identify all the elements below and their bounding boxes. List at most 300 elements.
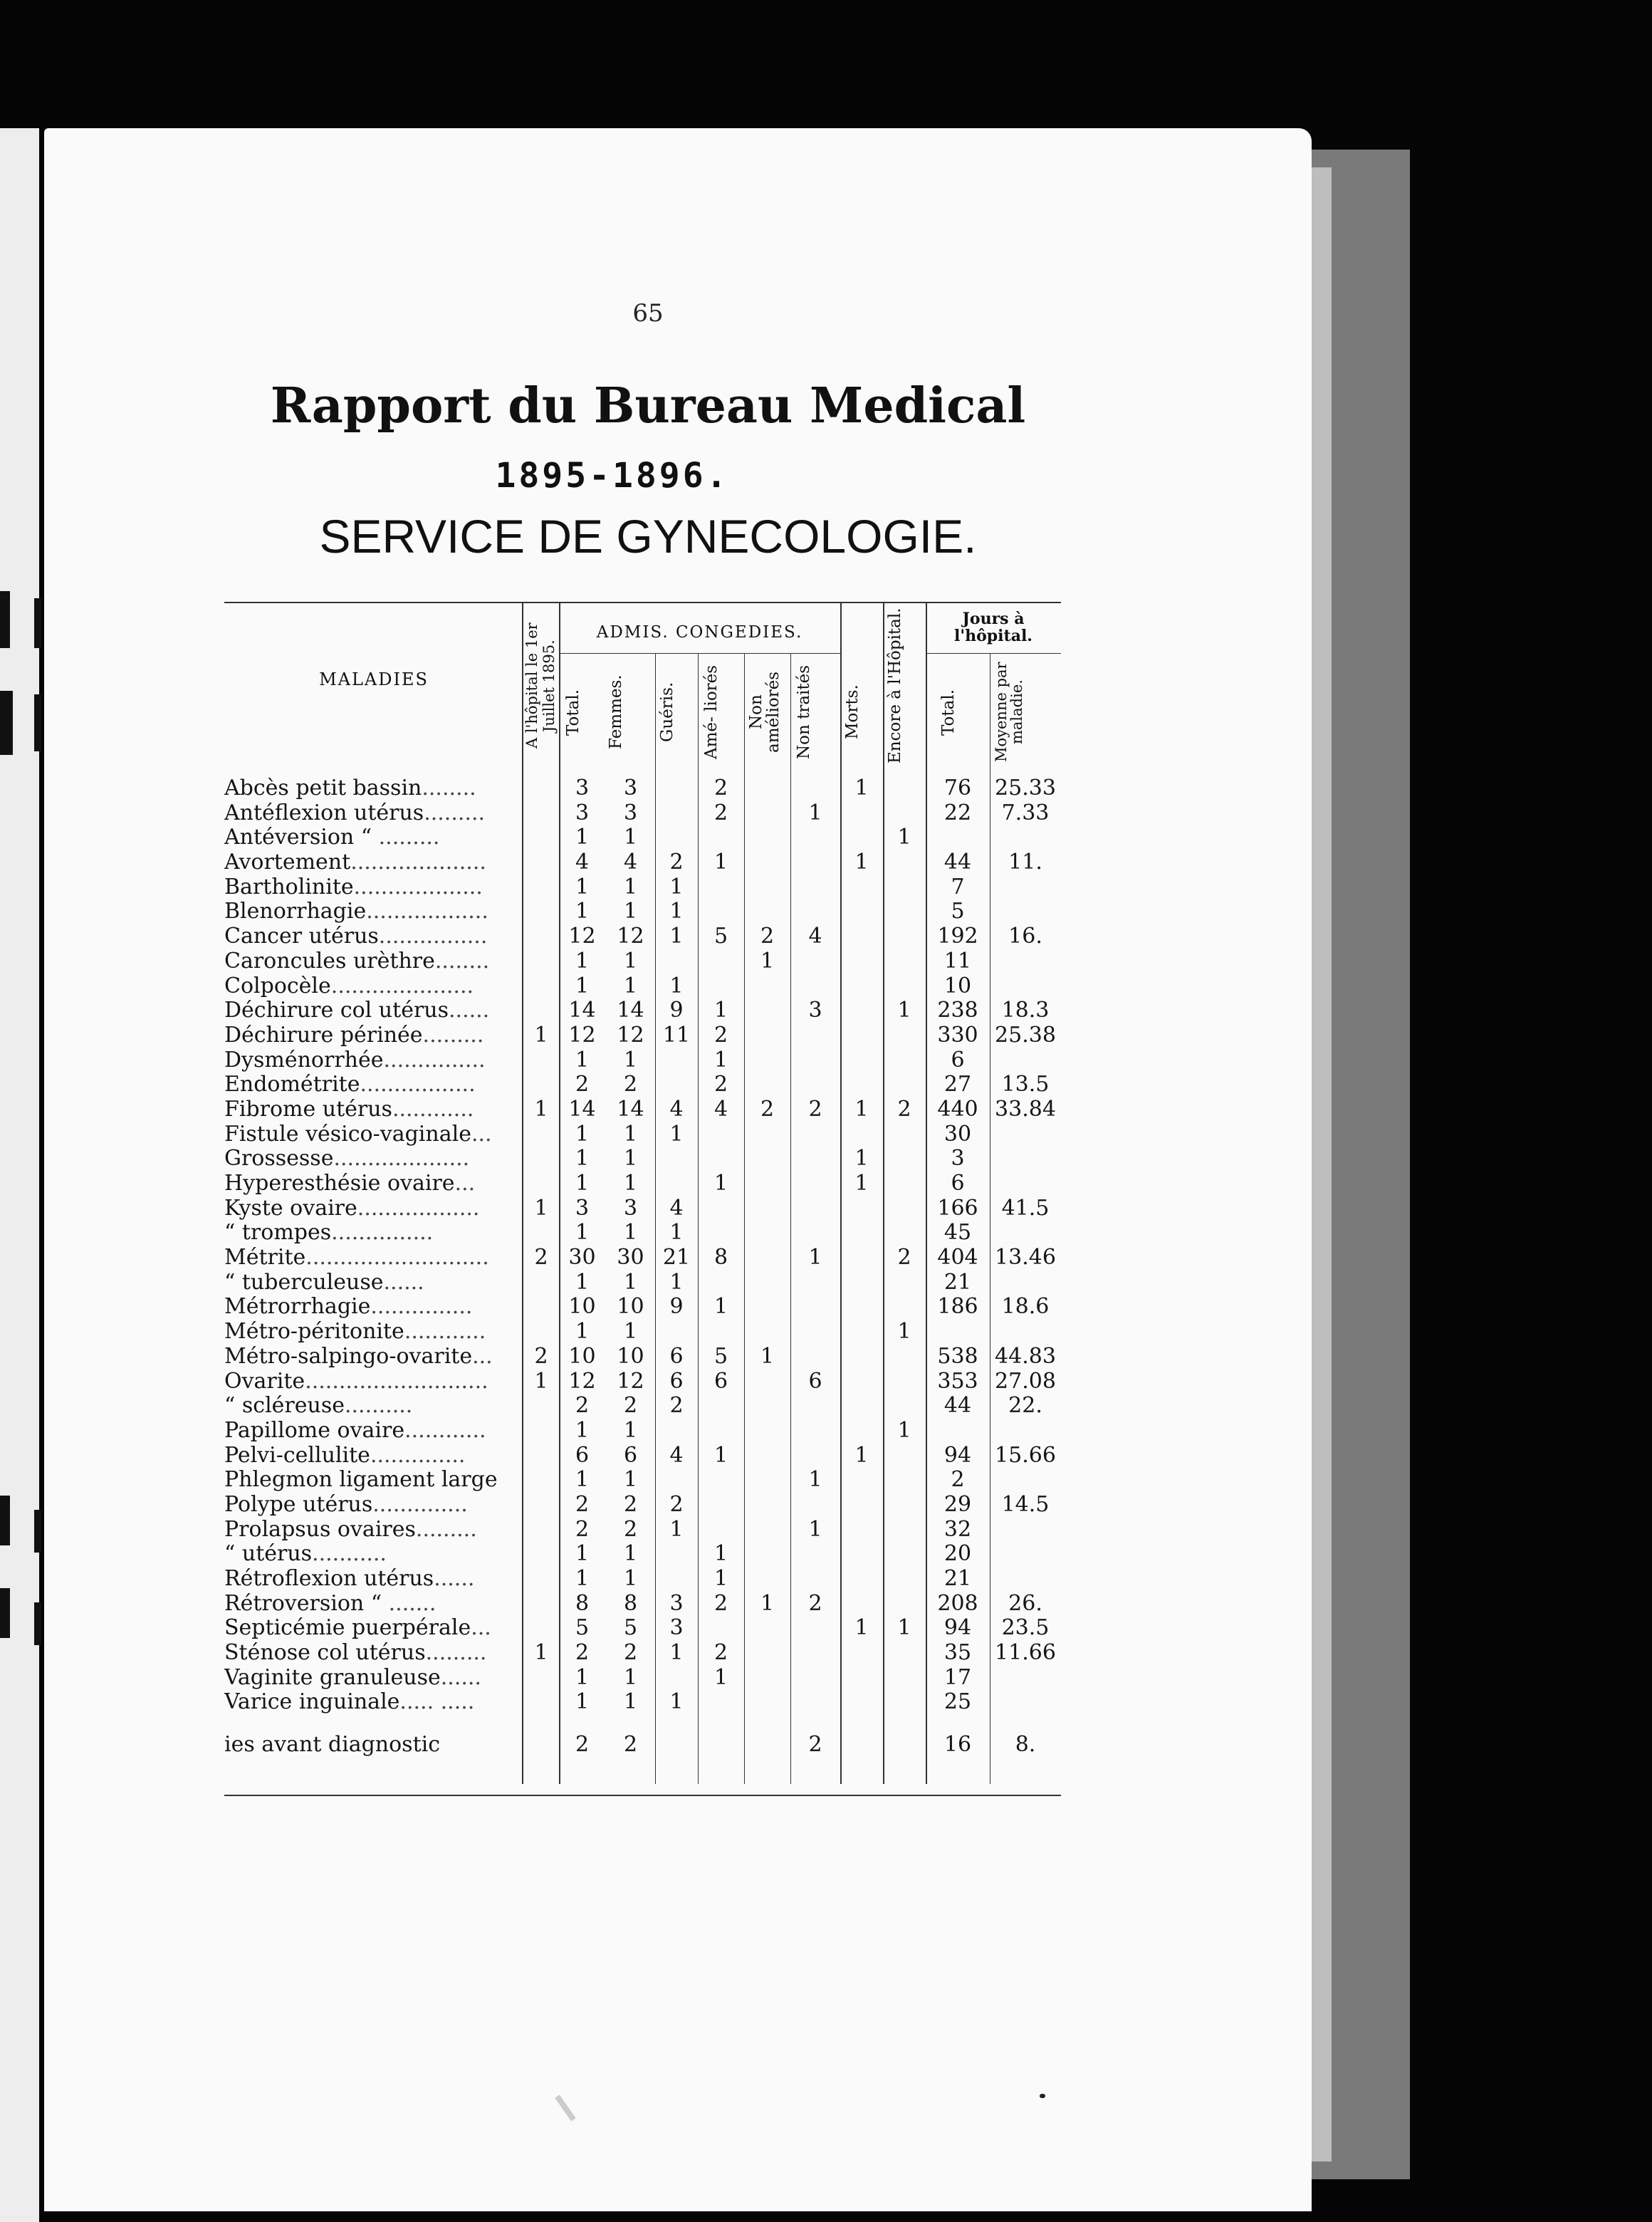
table-row — [224, 949, 1061, 974]
table-row — [224, 1493, 1061, 1518]
cell-total: 8 — [575, 1590, 590, 1616]
table-row — [224, 1542, 1061, 1567]
table-row — [224, 1444, 1061, 1469]
header-jours-total: Total. — [939, 689, 958, 736]
cell-jours: 5 — [951, 899, 965, 924]
cell-total: 3 — [575, 776, 590, 800]
cell-gueris: 4 — [669, 1195, 684, 1221]
cell-total: 30 — [568, 1245, 596, 1271]
cell-nonamel: 1 — [760, 948, 775, 974]
cell-total: 1 — [575, 1220, 590, 1246]
cell-amel: 1 — [713, 1566, 728, 1591]
row-leader-dots: .................. — [366, 899, 488, 924]
row-leader-dots: ................ — [378, 924, 488, 949]
row-disease-name: Colpocèle..................... — [224, 974, 474, 998]
cell-jours: 186 — [937, 1294, 978, 1320]
table-row — [224, 1518, 1061, 1543]
cell-gueris: 1 — [669, 1640, 684, 1666]
cell-total: 2 — [575, 1732, 590, 1758]
table-row — [224, 1172, 1061, 1196]
cell-femmes: 2 — [623, 1491, 638, 1517]
cell-femmes: 1 — [623, 1121, 638, 1147]
row-leader-dots: ............... — [331, 1221, 434, 1246]
cell-femmes: 6 — [623, 1442, 638, 1468]
cell-gueris: 1 — [669, 1220, 684, 1246]
row-disease-name: Rétroversion “ ....... — [224, 1591, 436, 1616]
cell-jours: 35 — [943, 1640, 972, 1666]
cell-moy: 25.33 — [995, 776, 1056, 800]
table-row — [224, 850, 1061, 875]
cell-moy: 18.6 — [1001, 1294, 1050, 1320]
cell-jours: 2 — [951, 1467, 965, 1493]
header-non-traites: Non traités — [795, 664, 813, 760]
table-row — [224, 1690, 1061, 1715]
cell-jours: 22 — [943, 800, 972, 825]
row-leader-dots: ............ — [392, 1097, 474, 1122]
table-row — [224, 1295, 1061, 1320]
cell-femmes: 1 — [623, 874, 638, 899]
cell-morts: 1 — [854, 1096, 869, 1122]
table-row — [224, 875, 1061, 900]
cell-gueris: 1 — [669, 1516, 684, 1542]
cell-femmes: 12 — [617, 1022, 644, 1048]
cell-amel: 2 — [713, 1640, 728, 1666]
row-leader-dots: ....... — [382, 1591, 436, 1616]
table-row — [224, 1592, 1061, 1617]
cell-total: 1 — [575, 1121, 590, 1147]
row-disease-name: Papillome ovaire............ — [224, 1418, 486, 1443]
header-ameliores: Amé- liorés — [702, 664, 721, 760]
cell-jours: 45 — [943, 1220, 972, 1246]
cell-moy: 14.5 — [1001, 1491, 1050, 1517]
cell-moy: 22. — [1008, 1393, 1042, 1419]
cell-jours: 6 — [951, 1047, 965, 1073]
cell-gueris: 1 — [669, 924, 684, 949]
cell-jours: 330 — [937, 1022, 978, 1048]
table-row — [224, 1370, 1061, 1394]
cell-morts: 1 — [854, 1615, 869, 1641]
row-disease-name: Varice inguinale..... ..... — [224, 1690, 475, 1715]
cell-encore: 1 — [897, 1615, 911, 1641]
cell-total: 1 — [575, 1689, 590, 1715]
cell-femmes: 1 — [623, 1047, 638, 1073]
cell-encore: 1 — [897, 1417, 911, 1443]
cell-gueris: 6 — [669, 1343, 684, 1369]
left-page-edge — [0, 128, 39, 2222]
page-speck — [1040, 2094, 1045, 2098]
cell-amel: 1 — [713, 1541, 728, 1567]
cell-total: 1 — [575, 1047, 590, 1073]
cell-total: 4 — [575, 850, 590, 875]
cell-encore: 2 — [897, 1096, 911, 1122]
table-row — [224, 1147, 1061, 1172]
cell-gueris: 2 — [669, 850, 684, 875]
cell-moy: 44.83 — [995, 1343, 1056, 1369]
cell-moy: 27.08 — [995, 1368, 1056, 1394]
row-disease-name: Caroncules urèthre........ — [224, 949, 490, 974]
cell-jours: 11 — [943, 948, 972, 974]
row-disease-name: Septicémie puerpérale... — [224, 1616, 491, 1641]
cell-total: 3 — [575, 1195, 590, 1221]
table-row — [224, 899, 1061, 924]
row-leader-dots: ........ — [422, 776, 476, 800]
cell-jours: 7 — [951, 874, 965, 899]
cell-h: 1 — [534, 1022, 548, 1048]
row-leader-dots: ........ — [434, 949, 490, 974]
table-row — [224, 1641, 1061, 1666]
header-morts: Morts. — [843, 684, 862, 740]
cell-femmes: 14 — [617, 1096, 644, 1122]
cell-h: 2 — [534, 1343, 548, 1369]
table-row — [224, 1468, 1061, 1493]
cell-moy: 26. — [1008, 1590, 1042, 1616]
table-row — [224, 776, 1061, 801]
cell-femmes: 2 — [623, 1732, 638, 1758]
table-row — [224, 1048, 1061, 1073]
row-disease-name: Métro-salpingo-ovarite... — [224, 1344, 493, 1369]
row-leader-dots: ...... — [440, 1665, 481, 1690]
cell-gueris: 6 — [669, 1368, 684, 1394]
cell-total: 1 — [575, 1467, 590, 1493]
row-disease-name: Blenorrhagie.................. — [224, 899, 488, 924]
cell-total: 1 — [575, 1319, 590, 1345]
cell-nontr: 2 — [808, 1590, 822, 1616]
table-row — [224, 1246, 1061, 1271]
cell-gueris: 9 — [669, 1294, 684, 1320]
row-leader-dots: ............ — [404, 1320, 486, 1345]
table-row — [224, 998, 1061, 1023]
cell-femmes: 1 — [623, 825, 638, 850]
cell-nontr: 2 — [808, 1096, 822, 1122]
cell-jours: 10 — [943, 973, 972, 998]
cell-jours: 44 — [943, 1393, 972, 1419]
cell-jours: 30 — [943, 1121, 972, 1147]
cell-nontr: 4 — [808, 924, 822, 949]
row-leader-dots: ..................... — [330, 974, 474, 998]
cell-femmes: 12 — [617, 1368, 644, 1394]
page-number: 65 — [632, 299, 664, 328]
cell-amel: 1 — [713, 1294, 728, 1320]
cell-femmes: 1 — [623, 973, 638, 998]
table-row — [224, 1097, 1061, 1122]
cell-total: 1 — [575, 948, 590, 974]
cell-gueris: 3 — [669, 1590, 684, 1616]
cell-morts: 1 — [854, 776, 869, 800]
table-row — [224, 1616, 1061, 1641]
cell-femmes: 1 — [623, 1689, 638, 1715]
cell-femmes: 1 — [623, 1541, 638, 1567]
cell-h: 1 — [534, 1096, 548, 1122]
cell-amel: 6 — [713, 1368, 728, 1394]
cell-amel: 2 — [713, 1590, 728, 1616]
cell-nonamel: 2 — [760, 1096, 775, 1122]
cell-nonamel: 2 — [760, 924, 775, 949]
cell-nontr: 3 — [808, 998, 822, 1023]
cell-total: 2 — [575, 1640, 590, 1666]
cell-nonamel: 1 — [760, 1590, 775, 1616]
cell-jours: 6 — [951, 1171, 965, 1196]
header-jours: Jours à l'hôpital. — [954, 610, 1032, 645]
row-leader-dots: ................. — [360, 1073, 476, 1097]
row-disease-name: Polype utérus.............. — [224, 1492, 468, 1517]
cell-h: 1 — [534, 1195, 548, 1221]
cell-amel: 1 — [713, 850, 728, 875]
cell-jours: 538 — [937, 1343, 978, 1369]
cell-gueris: 2 — [669, 1491, 684, 1517]
cell-morts: 1 — [854, 1146, 869, 1172]
row-disease-name: Avortement.................... — [224, 850, 486, 875]
cell-morts: 1 — [854, 1442, 869, 1468]
header-non-ameliores: Non améliorés — [747, 671, 783, 753]
row-leader-dots: ... — [454, 1172, 476, 1196]
cell-femmes: 5 — [623, 1615, 638, 1641]
cell-total: 1 — [575, 1171, 590, 1196]
row-disease-name: Abcès petit bassin........ — [224, 776, 476, 800]
table-row — [224, 1196, 1061, 1221]
cell-total: 2 — [575, 1491, 590, 1517]
cell-moy: 23.5 — [1001, 1615, 1050, 1641]
row-disease-name: “ tuberculeuse...... — [224, 1270, 424, 1295]
cell-femmes: 1 — [623, 1220, 638, 1246]
cell-femmes: 2 — [623, 1072, 638, 1097]
row-disease-name: ies avant diagnostic — [224, 1733, 441, 1758]
cell-jours: 21 — [943, 1269, 972, 1295]
cell-morts: 1 — [854, 850, 869, 875]
cell-h: 1 — [534, 1368, 548, 1394]
cell-gueris: 1 — [669, 1689, 684, 1715]
row-leader-dots: .............. — [372, 1492, 468, 1517]
table-row — [224, 1419, 1061, 1444]
table-bottom-rule — [224, 1795, 1061, 1796]
cell-jours: 94 — [943, 1442, 972, 1468]
row-disease-name: Hyperesthésie ovaire... — [224, 1172, 476, 1196]
row-disease-name: Métro-péritonite............ — [224, 1320, 486, 1345]
cell-morts: 1 — [854, 1171, 869, 1196]
table-top-rule — [224, 602, 1061, 603]
cell-gueris: 1 — [669, 1269, 684, 1295]
cell-total: 12 — [568, 1368, 596, 1394]
row-disease-name: Prolapsus ovaires......... — [224, 1517, 477, 1542]
cell-femmes: 1 — [623, 1417, 638, 1443]
cell-femmes: 1 — [623, 948, 638, 974]
cell-jours: 32 — [943, 1516, 972, 1542]
cell-jours: 17 — [943, 1664, 972, 1690]
row-leader-dots: ................... — [353, 875, 483, 899]
cell-gueris: 3 — [669, 1615, 684, 1641]
cell-jours: 25 — [943, 1689, 972, 1715]
cell-jours: 353 — [937, 1368, 978, 1394]
cell-gueris: 1 — [669, 1121, 684, 1147]
cell-total: 1 — [575, 973, 590, 998]
row-leader-dots: .................. — [357, 1196, 480, 1221]
section-title: SERVICE DE GYNECOLOGIE. — [319, 510, 977, 563]
header-admis-congedies: ADMIS. CONGEDIES. — [596, 623, 803, 642]
cell-amel: 4 — [713, 1096, 728, 1122]
jours-underline — [926, 653, 1061, 654]
table-body — [224, 776, 1061, 1758]
cell-femmes: 1 — [623, 1566, 638, 1591]
cell-encore: 1 — [897, 825, 911, 850]
row-leader-dots: ......... — [415, 1517, 477, 1542]
cell-amel: 1 — [713, 1171, 728, 1196]
table-row — [224, 801, 1061, 826]
cell-h: 2 — [534, 1245, 548, 1271]
cell-femmes: 12 — [617, 924, 644, 949]
row-disease-name: Antéversion “ ......... — [224, 825, 440, 850]
cell-moy: 13.5 — [1001, 1072, 1050, 1097]
row-leader-dots: ......... — [422, 1023, 484, 1048]
admis-underline — [559, 653, 840, 654]
cell-femmes: 14 — [617, 998, 644, 1023]
cell-total: 1 — [575, 1417, 590, 1443]
cell-total: 1 — [575, 1566, 590, 1591]
row-disease-name: Fibrome utérus............ — [224, 1097, 474, 1122]
cell-moy: 13.46 — [995, 1245, 1056, 1271]
cell-moy: 25.38 — [995, 1022, 1056, 1048]
cell-femmes: 10 — [617, 1343, 644, 1369]
cell-moy: 33.84 — [995, 1096, 1056, 1122]
header-maladies: MALADIES — [319, 669, 429, 689]
row-disease-name: Bartholinite................... — [224, 875, 483, 899]
cell-total: 2 — [575, 1393, 590, 1419]
row-disease-name: Dysménorrhée............... — [224, 1048, 486, 1073]
cell-total: 10 — [568, 1343, 596, 1369]
cell-femmes: 1 — [623, 1146, 638, 1172]
table-row — [224, 1122, 1061, 1147]
row-disease-name: Ovarite........................... — [224, 1369, 488, 1394]
row-disease-name: “ scléreuse.......... — [224, 1394, 413, 1419]
cell-amel: 5 — [713, 924, 728, 949]
cell-femmes: 2 — [623, 1393, 638, 1419]
row-disease-name: Déchirure col utérus...... — [224, 998, 490, 1023]
row-leader-dots: ...... — [449, 998, 490, 1023]
cell-h: 1 — [534, 1640, 548, 1666]
cell-jours: 16 — [943, 1732, 972, 1758]
cell-nontr: 1 — [808, 1516, 822, 1542]
cell-jours: 404 — [937, 1245, 978, 1271]
row-leader-dots: ...... — [434, 1567, 475, 1591]
row-leader-dots: ......... — [424, 800, 486, 825]
row-leader-dots: ... — [472, 1344, 493, 1369]
cell-gueris: 21 — [662, 1245, 691, 1271]
cell-total: 12 — [568, 1022, 596, 1048]
cell-total: 1 — [575, 1269, 590, 1295]
cell-moy: 15.66 — [995, 1442, 1056, 1468]
header-femmes: Femmes. — [607, 674, 625, 750]
cell-moy: 11.66 — [995, 1640, 1056, 1666]
row-disease-name: Pelvi-cellulite.............. — [224, 1443, 466, 1468]
row-disease-name: Antéflexion utérus......... — [224, 800, 486, 825]
row-leader-dots: ...... — [383, 1270, 424, 1295]
cell-jours: 192 — [937, 924, 978, 949]
cell-jours: 94 — [943, 1615, 972, 1641]
row-disease-name: Endométrite................. — [224, 1073, 476, 1097]
cell-nontr: 1 — [808, 1467, 822, 1493]
row-leader-dots: .................... — [333, 1147, 470, 1172]
cell-total: 1 — [575, 874, 590, 899]
cell-jours: 20 — [943, 1541, 972, 1567]
row-disease-name: Vaginite granuleuse...... — [224, 1665, 481, 1690]
cell-moy: 18.3 — [1001, 998, 1050, 1023]
row-leader-dots: .................... — [350, 850, 486, 875]
cell-jours: 166 — [937, 1195, 978, 1221]
page-years: 1895-1896. — [495, 456, 730, 496]
row-disease-name: Sténose col utérus......... — [224, 1641, 487, 1666]
cell-total: 2 — [575, 1072, 590, 1097]
table-row — [224, 924, 1061, 949]
cell-encore: 1 — [897, 1319, 911, 1345]
cell-gueris: 2 — [669, 1393, 684, 1419]
table-row — [224, 1733, 1061, 1758]
cell-femmes: 1 — [623, 1319, 638, 1345]
cell-moy: 41.5 — [1001, 1195, 1050, 1221]
row-leader-dots: ............... — [383, 1048, 486, 1073]
header-encore: Encore à l'Hôpital. — [886, 607, 904, 764]
cell-gueris: 1 — [669, 899, 684, 924]
cell-amel: 1 — [713, 998, 728, 1023]
row-leader-dots: ............ — [404, 1418, 486, 1443]
row-leader-dots: .............. — [370, 1443, 466, 1468]
cell-femmes: 1 — [623, 1269, 638, 1295]
statistics-table — [224, 602, 1061, 1795]
cell-jours: 3 — [951, 1146, 965, 1172]
cell-amel: 1 — [713, 1664, 728, 1690]
cell-femmes: 8 — [623, 1590, 638, 1616]
cell-total: 12 — [568, 924, 596, 949]
row-disease-name: Grossesse.................... — [224, 1147, 470, 1172]
table-row — [224, 1271, 1061, 1295]
cell-total: 1 — [575, 899, 590, 924]
cell-gueris: 4 — [669, 1442, 684, 1468]
cell-nontr: 6 — [808, 1368, 822, 1394]
cell-amel: 2 — [713, 776, 728, 800]
cell-total: 1 — [575, 1541, 590, 1567]
cell-femmes: 2 — [623, 1516, 638, 1542]
cell-total: 5 — [575, 1615, 590, 1641]
table-row — [224, 1023, 1061, 1048]
cell-total: 6 — [575, 1442, 590, 1468]
header-moyenne: Moyenne par maladie. — [993, 662, 1025, 763]
cell-total: 14 — [568, 998, 596, 1023]
cell-gueris: 4 — [669, 1096, 684, 1122]
cell-amel: 2 — [713, 1022, 728, 1048]
cell-amel: 1 — [713, 1047, 728, 1073]
cell-moy: 16. — [1008, 924, 1042, 949]
cell-amel: 2 — [713, 1072, 728, 1097]
cell-femmes: 4 — [623, 850, 638, 875]
cell-moy: 7.33 — [1001, 800, 1050, 825]
table-row — [224, 1567, 1061, 1592]
row-leader-dots: .......... — [344, 1394, 413, 1419]
table-row — [224, 1221, 1061, 1246]
row-disease-name: “ trompes............... — [224, 1221, 434, 1246]
row-leader-dots: ......... — [372, 825, 440, 850]
cell-jours: 44 — [943, 850, 972, 875]
cell-gueris: 1 — [669, 973, 684, 998]
cell-amel: 1 — [713, 1442, 728, 1468]
cell-jours: 238 — [937, 998, 978, 1023]
cell-amel: 2 — [713, 800, 728, 825]
table-row — [224, 1073, 1061, 1097]
header-total: Total. — [564, 689, 582, 736]
cell-femmes: 1 — [623, 1467, 638, 1493]
cell-femmes: 30 — [617, 1245, 644, 1271]
table-row — [224, 974, 1061, 999]
cell-total: 1 — [575, 1146, 590, 1172]
row-leader-dots: ........................... — [305, 1369, 488, 1394]
row-disease-name: Kyste ovaire.................. — [224, 1196, 480, 1221]
cell-gueris: 11 — [662, 1022, 691, 1048]
